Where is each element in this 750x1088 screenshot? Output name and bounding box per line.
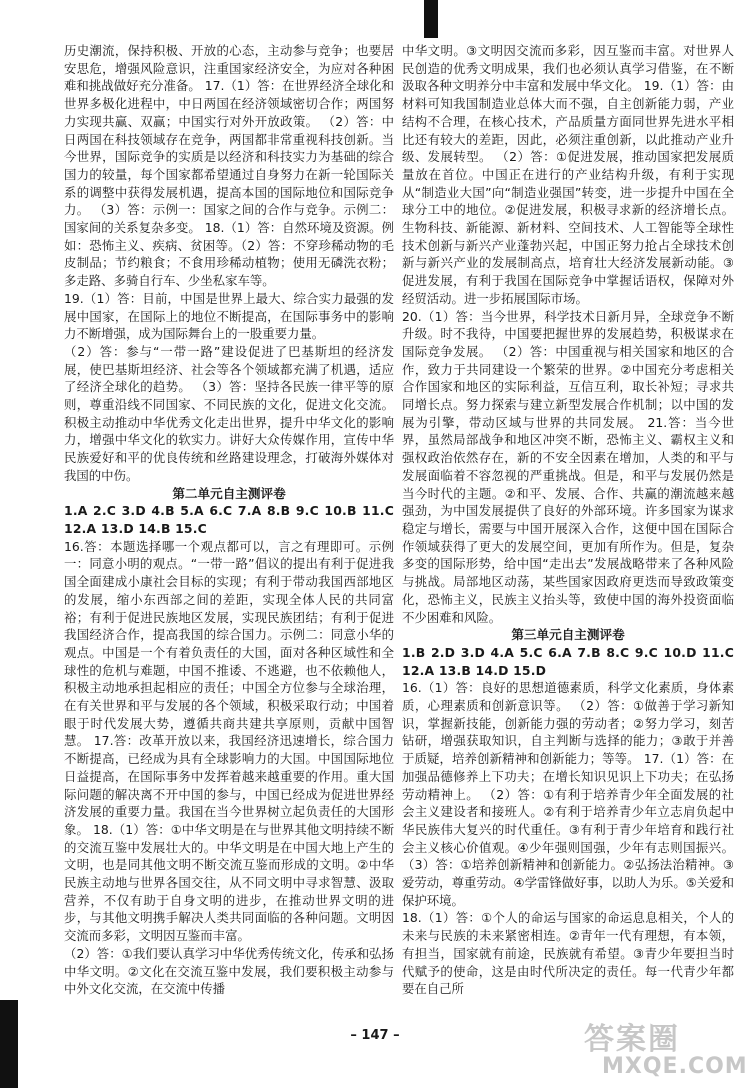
- left-paragraph: （2）答：①我们要认真学习中华优秀传统文化，传承和弘扬中华文明。②文化在交流互鉴中发展，我们要积极主动参与中外文化交流，在交流中传播: [64, 945, 394, 997]
- left-paragraph: 16.答：本题选择哪一个观点都可以，言之有理即可。示例一：同意小明的观点。“一带一路”倡议的提出有利于促进我国全面建成小康社会目标的实现；有利于带动我国西部地区的发展，缩小东西部之间的差距，实现全体人民的共同富裕；有利于促进民族地区发展，实现民族团结；有利于促进我国经济合作，提高我国的综合国力。示例二：同意小华的观点。中国是一个有着负责任的大国，面对各种区域性和全球性的危机与难题，中国不推诿、不逃避，也不依赖他人，积极主动地承担起相应的责任；中国全方位参与全球治理，在有关世界和平与发展的各个领域，积极采取行动；中国着眼于时代发展大势，遵循共商共建共享原则，贡献中国智慧。 17.答：改革开放以来，我国经济迅速增长，综合国力不断提高，已经成为具有全球影响力的大国。中国国际地位日益提高，在国际事务中发挥着越来越重要的作用。重大国际问题的解决离不开中国的参与，中国已经成为促进世界经济发展的重要力量。我国在当今世界树立起负责任的大国形象。 18.（1）答：①中华文明是在与世界其他文明持续不断的交流互鉴中发展壮大的。中华文明是在中国大地上产生的文明，也是同其他文明不断交流互鉴而形成的文明。②中华民族主动地与世界各国交往，从不同文明中寻求智慧、汲取营养，不仅有助于自身文明的进步，在推动世界文明的进步，与其他文明携手解决人类共同面临的各种问题。文明因交流而多彩，文明因互鉴而丰富。: [64, 538, 394, 944]
- watermark-logo-text: 答案圈: [584, 1022, 680, 1057]
- right-paragraph: 20.（1）答：当今世界，科学技术日新月异，全球竞争不断升级。时不我待，中国要把握世界的发展趋势，积极谋求在国际竞争发展。 （2）答：中国重视与相关国家和地区的合作，致力于共同建设一个繁荣的世界。②中国充分考虑相关合作国家和地区的实际利益，互信互利，取长补短；寻求共同增长点。努力探索与建立新型发展合作机制；以中国的发展为引擎，带动区域与世界的共同发展。 21.答：当今世界，虽然局部战争和地区冲突不断，恐怖主义、霸权主义和强权政治依然存在，新的不安全因素在增加，人类的和平与发展面临着不容忽视的严重挑战。但是，和平与发展仍然是当今时代的主题。②和平、发展、合作、共赢的潮流越来越强劲，为中国发展提供了良好的外部环境。许多国家为谋求稳定与增长，需要与中国开展深入合作，这便中国在国际合作领域获得了更大的发展空间，更加有所作为。但是，复杂多变的国际形势，给中国“走出去”发展战略带来了各种风险与挑战。局部地区动荡，某些国家因政府更迭而导致政策变化，恐怖主义，民族主义抬头等，致使中国的海外投资面临不少困难和风险。: [402, 308, 734, 625]
- right-paragraph: 16.（1）答：良好的思想道德素质，科学文化素质，身体素质，心理素质和创新意识等。 （2）答：①做善于学习新知识，掌握新技能，创新能力强的劳动者；②努力学习，刻苦钻研，增强获取知识，自主判断与选择的能力；③敢于并善于质疑，培养创新精神和创新能力；等等。 17.（1）答：在加强品德修养上下功夫；在增长知识见识上下功夫；在弘扬劳动精神上。 （2）答：①有利于培养青少年全面发展的社会主义建设者和接班人。②有利于培养青少年立志肩负起中华民族伟大复兴的时代重任。③有利于青少年培育和践行社会主义核心价值观。④少年强则国强，少年有志则国振兴。（3）答：①培养创新精神和创新能力。②弘扬法治精神。③爱劳动，尊重劳动。④学雷锋做好事，以助人为乐。⑤关爱和保护环境。: [402, 680, 734, 908]
- left-answer-key: 1.A 2.C 3.D 4.B 5.A 6.C 7.A 8.B 9.C 10.B 11.C 12.A 13.D 14.B 15.C: [64, 503, 394, 536]
- right-paragraph: 18.（1）答：①个人的命运与国家的命运息息相关，个人的未来与民族的未来紧密相连。②青年一代有理想，有本领，有担当，国家就有前途，民族就有希望。③青少年要担当时代赋予的使命，这是由时代所决定的责任。每一代青少年都要在自己所: [402, 910, 734, 997]
- site-watermark: [584, 1014, 748, 1080]
- left-section-heading: 第二单元自主测评卷: [172, 485, 286, 501]
- left-text-column: [64, 42, 394, 998]
- page-number-value: 147: [361, 1028, 389, 1043]
- top-crop-mark: [424, 0, 438, 38]
- right-paragraph: 中华文明。③文明因交流而多彩，因互鉴而丰富。对世界人民创造的优秀文明成果，我们也必须认真学习借鉴，在不断汲取各种文明养分中丰富和发展中华文化。 19.（1）答：由材料可知我国制造业总体大而不强，自主创新能力弱，产业结构不合理，在核心技术，产品质量方面同世界先进水平相比还有较大的差距，因此，必须注重创新，以此推动产业升级、发展转型。 （2）答：①促进发展，推动国家把发展质量放在首位。中国正在进行的产业结构升级，有利于实现从“制造业大国”向“制造业强国”转变，进一步提升中国在全球分工中的地位。②促进发展，积极寻求新的经济增长点。生物科技、新能源、新材料、空间技术、人工智能等全球性技术创新与新兴产业蓬勃兴起，中国正努力抢占全球技术创新与新兴产业的发展制高点，培育壮大经济发展新动能。③促进发展，有利于我国在国际竞争中掌握话语权，保障对外经贸活动。进一步拓展国际市场。: [402, 43, 734, 306]
- watermark-url-text: MXQE.COM: [602, 1054, 748, 1079]
- right-text-column: [402, 42, 734, 998]
- left-paragraph: 历史潮流，保持积极、开放的心态，主动参与竞争；也要居安思危，增强风险意识，注重国家经济安全，为应对各种困难和挑战做好充分准备。 17.（1）答：在世界经济全球化和世界多极化进程中，中日两国在经济领域密切合作；两国努力实现共赢、双赢；中国实行对外开放政策。 （2）答：中日两国在科技领域存在竞争，两国都非常重视科技创新。当今世界，国际竞争的实质是以经济和科技实力为基础的综合国力的较量，每个国家都希望通过自身努力在新一轮国际关系的调整中获得发展机遇，提高本国的国际地位和国际竞争力。 （3）答：示例一：国家之间的合作与竞争。示例二：国家间的关系复杂多变。 18.（1）答：自然环境及资源。例如：恐怖主义、疾病、贫困等。（2）答：不穿珍稀动物的毛皮制品；节约粮食；不食用珍稀动植物；使用无磷洗衣粉；多走路、多骑自行车、少坐私家车等。: [64, 43, 394, 289]
- left-paragraph: 19.（1）答：目前，中国是世界上最大、综合实力最强的发展中国家，在国际上的地位不断提高，在国际事务中的影响力不断增强，成为国际舞台上的一股重要力量。: [64, 290, 394, 342]
- right-section-heading: 第三单元自主测评卷: [511, 627, 625, 643]
- right-answer-key: 1.B 2.D 3.D 4.A 5.C 6.A 7.B 8.C 9.C 10.D 11.C 12.A 13.B 14.D 15.D: [402, 644, 734, 678]
- left-paragraph: （2）答：参与“一带一路”建设促进了巴基斯坦的经济发展，使巴基斯坦经济、社会等各个领域都充满了机遇，适应了经济全球化的趋势。 （3）答：坚持各民族一律平等的原则，尊重沿线不同国家、不同民族的文化，促进文化交流。积极主动推动中华优秀文化走出世界，提升中华文化的影响力，增强中华文化的软实力。讲好大众传媒作用，宣传中华民族爱好和平的优良传统和丝路建设理念，打破海外媒体对我国的中伤。: [64, 343, 394, 483]
- page-number: – 147 –: [350, 1028, 400, 1043]
- bottom-left-crop-mark: [0, 1000, 18, 1088]
